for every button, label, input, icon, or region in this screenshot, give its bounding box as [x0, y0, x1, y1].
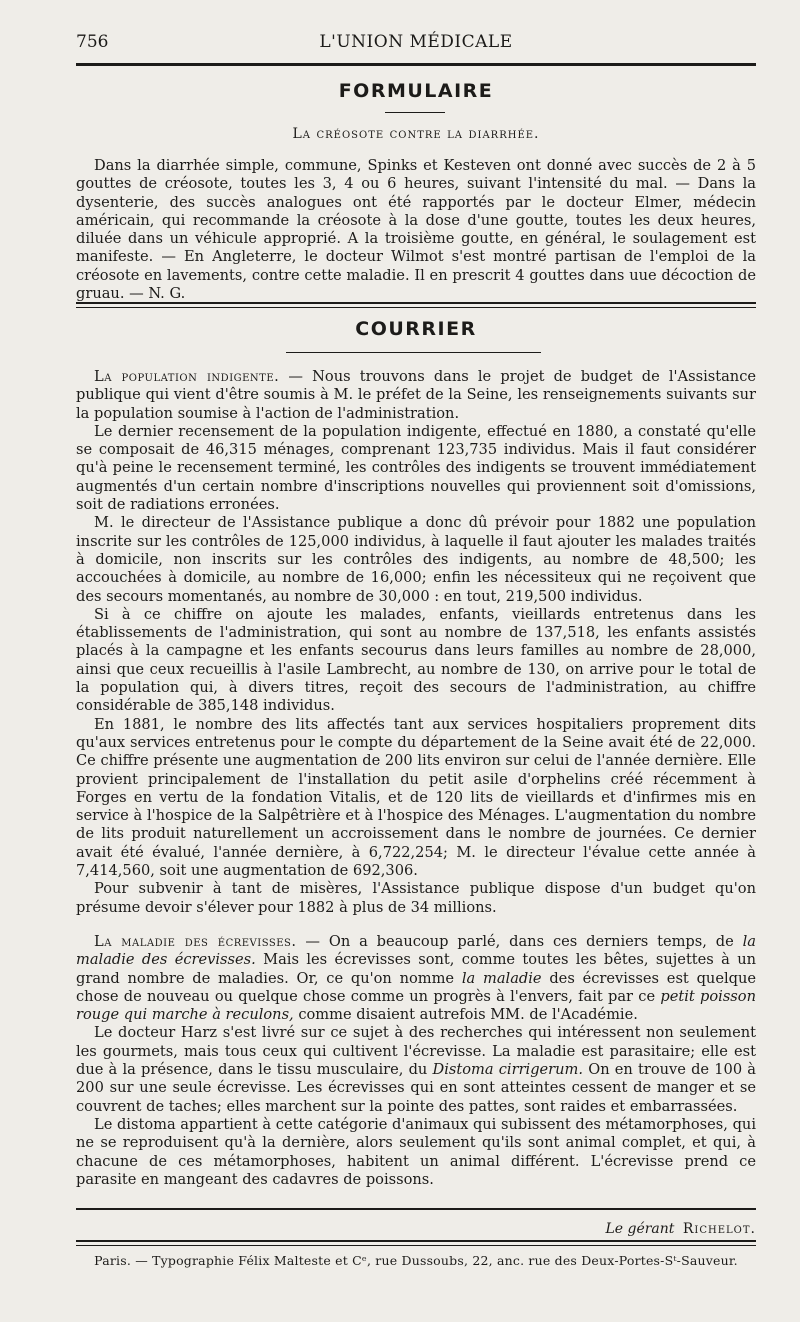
imprint-rule	[76, 1240, 756, 1246]
formulaire-subtitle: La créosote contre la diarrhée.	[292, 126, 540, 142]
ecrevisses-p1b: la maladie des écrevisses.	[76, 933, 756, 969]
printer-imprint: Paris. — Typographie Félix Malteste et Cᵉ, rue Dussoubs, 22, anc. rue des Deux-Portes-Sᵗ-Sauveur.	[94, 1253, 738, 1268]
ecrevisses-article	[76, 933, 756, 1189]
section-divider	[76, 302, 756, 308]
ecrevisses-p1g: comme disaient autrefois MM. de l'Académie.	[293, 1006, 638, 1024]
signature-label: Le gérant	[605, 1221, 675, 1237]
population-lead: La population indigente.	[94, 368, 280, 385]
ecrevisses-paragraph-1	[76, 933, 756, 1024]
population-p1-text: — Nous trouvons dans le projet de budget de l'Assistance publique qui vient d'être soumis à M. le préfet de la Seine, les renseignements suivants sur la population soumise à l'action de l'administration.	[76, 368, 757, 422]
ecrevisses-p1f: petit poisson rouge qui marche à reculons,	[76, 987, 756, 1024]
formulaire-text	[76, 157, 756, 303]
ecrevisses-p2c: On en trouve de 100 à 200 sur une seule écrevisse. Les écrevisses qui en sont atteintes cessent de manger et se couvrent de taches; elles marchent sur la pointe des pattes, sont raides et embarrassées.	[76, 1061, 756, 1115]
title-underline	[385, 112, 445, 113]
footer-rule	[76, 1208, 756, 1210]
ecrevisses-p1a: — On a beaucoup parlé, dans ces derniers temps, de	[296, 933, 743, 950]
formulaire-paragraph: Dans la diarrhée simple, commune, Spinks et Kesteven ont donné avec succès de 2 à 5 gouttes de créosote, toutes les 3, 4 ou 6 heures, suivant l'intensité du mal. — Dans la dysenterie, des succès analogues ont été rapportés par le docteur Elmer, médecin américain, qui recommande la créosote à la dose d'une goutte, toutes les deux heures, diluée dans un véhicule approprié. A la troisième goutte, en général, le soulagement est manifeste. — En Angleterre, le docteur Wilmot s'est montré partisan de l'emploi de la créosote en lavements, contre cette maladie. Il en prescrit 4 gouttes dans uue décoction de gruau. — N. G.	[76, 157, 756, 303]
page-number: 756	[76, 32, 109, 52]
courrier-title: COURRIER	[355, 318, 477, 340]
journal-title: L'UNION MÉDICALE	[319, 32, 513, 52]
ecrevisses-p1c: Mais les écrevisses sont, comme toutes les bêtes, sujettes à un grand nombre de maladies. Or, ce qu'on nomme	[76, 951, 756, 987]
population-paragraph-4: Si à ce chiffre on ajoute les malades, enfants, vieillards entretenus dans les établissements de l'administration, qui sont au nombre de 137,518, les enfants assistés placés à la campagne et les enfants secourus dans leurs familles au nombre de 28,000, ainsi que ceux recueillis à l'asile Lambrecht, au nombre de 130, on arrive pour le total de la population qui, à divers titres, reçoit des secours de l'administration, au chiffre considérable de 385,148 individus.	[76, 605, 756, 715]
population-paragraph-2: Le dernier recensement de la population indigente, effectué en 1880, a constaté qu'elle se composait de 46,315 ménages, comprenant 123,735 individus. Mais il faut considérer qu'à peine le recensement terminé, les contrôles des indigents se trouvent immédiatement augmentés d'un certain nombre d'inscriptions nouvelles qui proviennent soit d'omissions, soit de radiations erronées.	[76, 422, 756, 514]
ecrevisses-paragraph-3: Le distoma appartient à cette catégorie d'animaux qui subissent des métamorphoses, qui ne se reproduisent qu'à la dernière, alors seulement qu'ils sont animal complet, et qui, à chacune de ces métamorphoses, habitent un animal différent. L'écrevisse prend ce parasite en mangeant des cadavres de poissons.	[76, 1115, 756, 1188]
population-article	[76, 368, 756, 917]
formulaire-title: FORMULAIRE	[338, 80, 494, 102]
header-rule	[76, 63, 756, 66]
signature-name: Richelot.	[682, 1221, 756, 1237]
courrier-underline	[286, 352, 541, 353]
population-paragraph-5: En 1881, le nombre des lits affectés tant aux services hospitaliers proprement dits qu'aux services entretenus pour le compte du département de la Seine avait été de 22,000. Ce chiffre présente une augmentation de 200 lits environ sur celui de l'année dernière. Elle provient principalement de l'installation du petit asile d'orphelins créé récemment à Forges en vertu de la fondation Vitalis, et de 120 lits de vieillards et d'infirmes mis en service à l'hospice de la Salpêtrière et à l'hospice des Ménages. L'augmentation du nombre de lits produit naturellement un accroissement dans le nombre de journées. Ce dernier avait été évalué, l'année dernière, à 6,722,254; M. le directeur l'évalue cette année à 7,414,560, soit une augmentation de 692,306.	[76, 715, 756, 880]
signature	[76, 1221, 756, 1237]
ecrevisses-p1d: la maladie	[461, 969, 542, 987]
ecrevisses-p2a: Le docteur Harz s'est livré sur ce sujet à des recherches qui intéressent non seulement les gourmets, mais tous ceux qui cultivent l'écrevisse. La maladie est parasitaire; elle est due à la présence, dans le tissu musculaire, du	[76, 1024, 756, 1079]
population-paragraph-3: M. le directeur de l'Assistance publique a donc dû prévoir pour 1882 une population inscrite sur les contrôles de 125,000 individus, à laquelle il faut ajouter les malades traités à domicile, non inscrits sur les contrôles des indigents, au nombre de 48,500; les accouchées à domicile, au nombre de 16,000; enfin les nécessiteux qui ne reçoivent que des secours momentanés, au nombre de 30,000 : en tout, 219,500 individus.	[76, 514, 756, 605]
population-paragraph-1	[76, 368, 756, 423]
ecrevisses-paragraph-2	[76, 1024, 756, 1115]
ecrevisses-lead: La maladie des écrevisses.	[94, 933, 297, 950]
ecrevisses-p1e: des écrevisses est quelque chose de nouveau ou quelque chose comme un progrès à l'envers, fait par ce	[76, 969, 756, 1005]
population-paragraph-6: Pour subvenir à tant de misères, l'Assistance publique dispose d'un budget qu'on présume devoir s'élever pour 1882 à plus de 34 millions.	[76, 880, 756, 916]
running-header	[76, 30, 756, 56]
ecrevisses-p2b: Distoma cirrigerum.	[432, 1061, 584, 1079]
